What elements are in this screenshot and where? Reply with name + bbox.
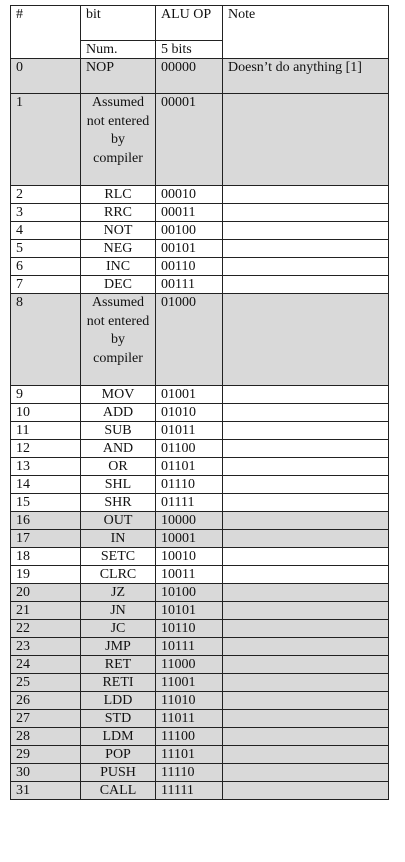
row-num: 30 (11, 764, 81, 782)
row-note (223, 276, 389, 294)
table-row (11, 476, 389, 494)
row-note (223, 240, 389, 258)
table-row (11, 222, 389, 240)
row-bit: Assumed not entered by compiler (81, 294, 156, 386)
row-note (223, 674, 389, 692)
table-row (11, 276, 389, 294)
table-row (11, 258, 389, 276)
table-row (11, 746, 389, 764)
row-num: 3 (11, 204, 81, 222)
row-alu-op: 11011 (156, 710, 223, 728)
row-note (223, 728, 389, 746)
table-row (11, 764, 389, 782)
row-note (223, 94, 389, 186)
row-num: 13 (11, 458, 81, 476)
row-bit: LDM (81, 728, 156, 746)
row-note (223, 458, 389, 476)
row-bit: INC (81, 258, 156, 276)
row-bit: LDD (81, 692, 156, 710)
row-num: 22 (11, 620, 81, 638)
table-row (11, 584, 389, 602)
row-num: 1 (11, 94, 81, 186)
row-alu-op: 00111 (156, 276, 223, 294)
row-alu-op: 01010 (156, 404, 223, 422)
row-note (223, 204, 389, 222)
row-bit: JZ (81, 584, 156, 602)
row-bit: IN (81, 530, 156, 548)
table-row (11, 656, 389, 674)
row-bit: RLC (81, 186, 156, 204)
row-alu-op: 00011 (156, 204, 223, 222)
row-note (223, 638, 389, 656)
row-note (223, 512, 389, 530)
row-alu-op: 01111 (156, 494, 223, 512)
header-row (11, 6, 389, 41)
row-alu-op: 01000 (156, 294, 223, 386)
table-row (11, 458, 389, 476)
row-num: 7 (11, 276, 81, 294)
row-bit: POP (81, 746, 156, 764)
row-bit: SETC (81, 548, 156, 566)
row-note (223, 186, 389, 204)
row-note (223, 566, 389, 584)
row-num: 24 (11, 656, 81, 674)
row-alu-op: 11111 (156, 782, 223, 800)
row-num: 26 (11, 692, 81, 710)
row-alu-op: 00000 (156, 59, 223, 94)
row-bit: Assumed not entered by compiler (81, 94, 156, 186)
table-row (11, 494, 389, 512)
table-row (11, 294, 389, 386)
row-alu-op: 10100 (156, 584, 223, 602)
row-note (223, 222, 389, 240)
row-num: 5 (11, 240, 81, 258)
row-note (223, 494, 389, 512)
row-alu-op: 00101 (156, 240, 223, 258)
row-bit: JMP (81, 638, 156, 656)
row-num: 20 (11, 584, 81, 602)
row-bit: SUB (81, 422, 156, 440)
row-bit: NOP (81, 59, 156, 94)
row-alu-op: 10101 (156, 602, 223, 620)
table-row (11, 548, 389, 566)
row-bit: PUSH (81, 764, 156, 782)
row-note (223, 386, 389, 404)
row-bit: NEG (81, 240, 156, 258)
row-num: 29 (11, 746, 81, 764)
table-row (11, 240, 389, 258)
row-alu-op: 10111 (156, 638, 223, 656)
header-num: # (11, 6, 81, 59)
row-alu-op: 10001 (156, 530, 223, 548)
row-alu-op: 11001 (156, 674, 223, 692)
table-row (11, 512, 389, 530)
row-num: 31 (11, 782, 81, 800)
row-alu-op: 11000 (156, 656, 223, 674)
row-alu-op: 01100 (156, 440, 223, 458)
row-num: 16 (11, 512, 81, 530)
row-num: 19 (11, 566, 81, 584)
row-num: 2 (11, 186, 81, 204)
row-alu-op: 00010 (156, 186, 223, 204)
row-note (223, 530, 389, 548)
row-note (223, 764, 389, 782)
row-alu-op: 10000 (156, 512, 223, 530)
row-num: 12 (11, 440, 81, 458)
table-row (11, 638, 389, 656)
row-num: 14 (11, 476, 81, 494)
row-note (223, 476, 389, 494)
table-row (11, 386, 389, 404)
row-alu-op: 00001 (156, 94, 223, 186)
row-bit: OUT (81, 512, 156, 530)
row-alu-op: 11010 (156, 692, 223, 710)
row-num: 9 (11, 386, 81, 404)
row-note: Doesn’t do anything [1] (223, 59, 389, 94)
row-num: 28 (11, 728, 81, 746)
row-num: 27 (11, 710, 81, 728)
alu-op-table (10, 5, 389, 800)
row-note (223, 692, 389, 710)
table-body (11, 6, 389, 800)
row-num: 0 (11, 59, 81, 94)
row-note (223, 548, 389, 566)
row-num: 25 (11, 674, 81, 692)
row-alu-op: 11110 (156, 764, 223, 782)
row-alu-op: 11100 (156, 728, 223, 746)
row-num: 10 (11, 404, 81, 422)
row-bit: STD (81, 710, 156, 728)
row-note (223, 258, 389, 276)
header-alu-op: ALU OP (156, 6, 223, 41)
row-bit: OR (81, 458, 156, 476)
row-alu-op: 11101 (156, 746, 223, 764)
row-num: 17 (11, 530, 81, 548)
table-row (11, 204, 389, 222)
row-note (223, 602, 389, 620)
row-note (223, 656, 389, 674)
row-bit: SHL (81, 476, 156, 494)
table-row (11, 602, 389, 620)
header-alu-sub: 5 bits (156, 41, 223, 59)
row-bit: CALL (81, 782, 156, 800)
table-row (11, 692, 389, 710)
table-row (11, 94, 389, 186)
row-bit: JN (81, 602, 156, 620)
row-note (223, 782, 389, 800)
row-bit: NOT (81, 222, 156, 240)
row-bit: RETI (81, 674, 156, 692)
row-note (223, 422, 389, 440)
row-alu-op: 00110 (156, 258, 223, 276)
row-bit: RET (81, 656, 156, 674)
table-row (11, 422, 389, 440)
row-note (223, 746, 389, 764)
row-num: 6 (11, 258, 81, 276)
row-alu-op: 01110 (156, 476, 223, 494)
row-num: 8 (11, 294, 81, 386)
table-row (11, 728, 389, 746)
row-num: 21 (11, 602, 81, 620)
row-note (223, 710, 389, 728)
header-bit-sub: Num. (81, 41, 156, 59)
row-bit: DEC (81, 276, 156, 294)
table-row (11, 440, 389, 458)
row-num: 18 (11, 548, 81, 566)
row-note (223, 620, 389, 638)
row-alu-op: 01101 (156, 458, 223, 476)
row-num: 23 (11, 638, 81, 656)
row-bit: MOV (81, 386, 156, 404)
row-bit: AND (81, 440, 156, 458)
header-bit: bit (81, 6, 156, 41)
table-row (11, 710, 389, 728)
row-num: 15 (11, 494, 81, 512)
table-row (11, 566, 389, 584)
table-row (11, 530, 389, 548)
table-row (11, 59, 389, 94)
row-note (223, 294, 389, 386)
row-note (223, 584, 389, 602)
row-note (223, 440, 389, 458)
row-num: 11 (11, 422, 81, 440)
table-row (11, 782, 389, 800)
table-row (11, 674, 389, 692)
row-alu-op: 01011 (156, 422, 223, 440)
row-note (223, 404, 389, 422)
table-row (11, 404, 389, 422)
row-alu-op: 01001 (156, 386, 223, 404)
row-alu-op: 10110 (156, 620, 223, 638)
row-bit: CLRC (81, 566, 156, 584)
header-note: Note (223, 6, 389, 59)
row-bit: ADD (81, 404, 156, 422)
row-bit: RRC (81, 204, 156, 222)
row-num: 4 (11, 222, 81, 240)
row-bit: SHR (81, 494, 156, 512)
row-alu-op: 00100 (156, 222, 223, 240)
row-bit: JC (81, 620, 156, 638)
row-alu-op: 10011 (156, 566, 223, 584)
table-row (11, 620, 389, 638)
table-row (11, 186, 389, 204)
row-alu-op: 10010 (156, 548, 223, 566)
